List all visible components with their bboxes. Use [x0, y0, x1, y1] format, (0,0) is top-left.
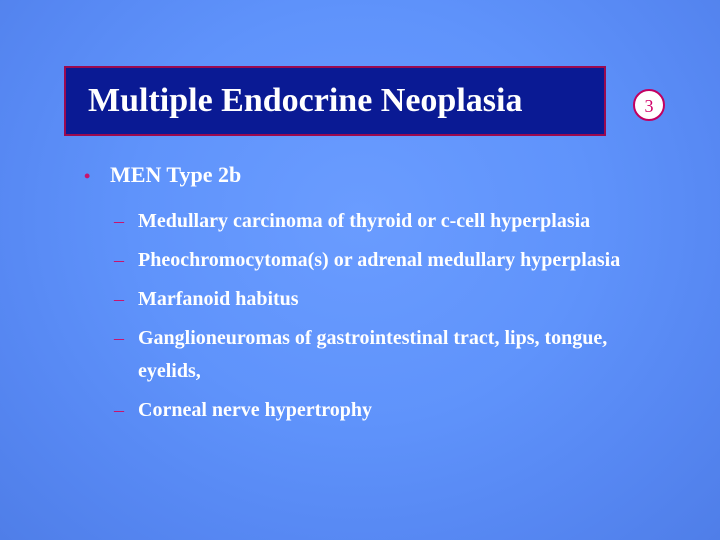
sub-bullet-text: Medullary carcinoma of thyroid or c-cell hyperplasia: [138, 210, 591, 232]
dash-marker: –: [114, 327, 124, 349]
sub-bullet-list: [84, 205, 684, 427]
bullet-text: MEN Type 2b: [110, 162, 242, 187]
slide-number-badge: [633, 89, 665, 121]
sub-bullet-text: Corneal nerve hypertrophy: [138, 399, 373, 421]
sub-bullet-item: [114, 322, 684, 388]
dash-marker: –: [114, 399, 124, 421]
dash-marker: –: [114, 210, 124, 232]
sub-bullet-item: [114, 244, 684, 277]
sub-bullet-text: Marfanoid habitus: [138, 288, 299, 310]
slide-title-box: [64, 66, 606, 136]
sub-bullet-item: [114, 394, 684, 427]
dash-marker: –: [114, 288, 124, 310]
sub-bullet-text: Ganglioneuromas of gastrointestinal tract, lips, tongue, eyelids,: [138, 327, 608, 382]
bullet-item: [84, 160, 684, 191]
sub-bullet-item: [114, 205, 684, 238]
slide-content: [84, 160, 684, 433]
slide-title: Multiple Endocrine Neoplasia: [88, 82, 523, 119]
sub-bullet-text: Pheochromocytoma(s) or adrenal medullary hyperplasia: [138, 249, 621, 271]
sub-bullet-item: [114, 283, 684, 316]
bullet-marker: •: [84, 166, 91, 186]
slide-number: 3: [644, 96, 654, 116]
dash-marker: –: [114, 249, 124, 271]
